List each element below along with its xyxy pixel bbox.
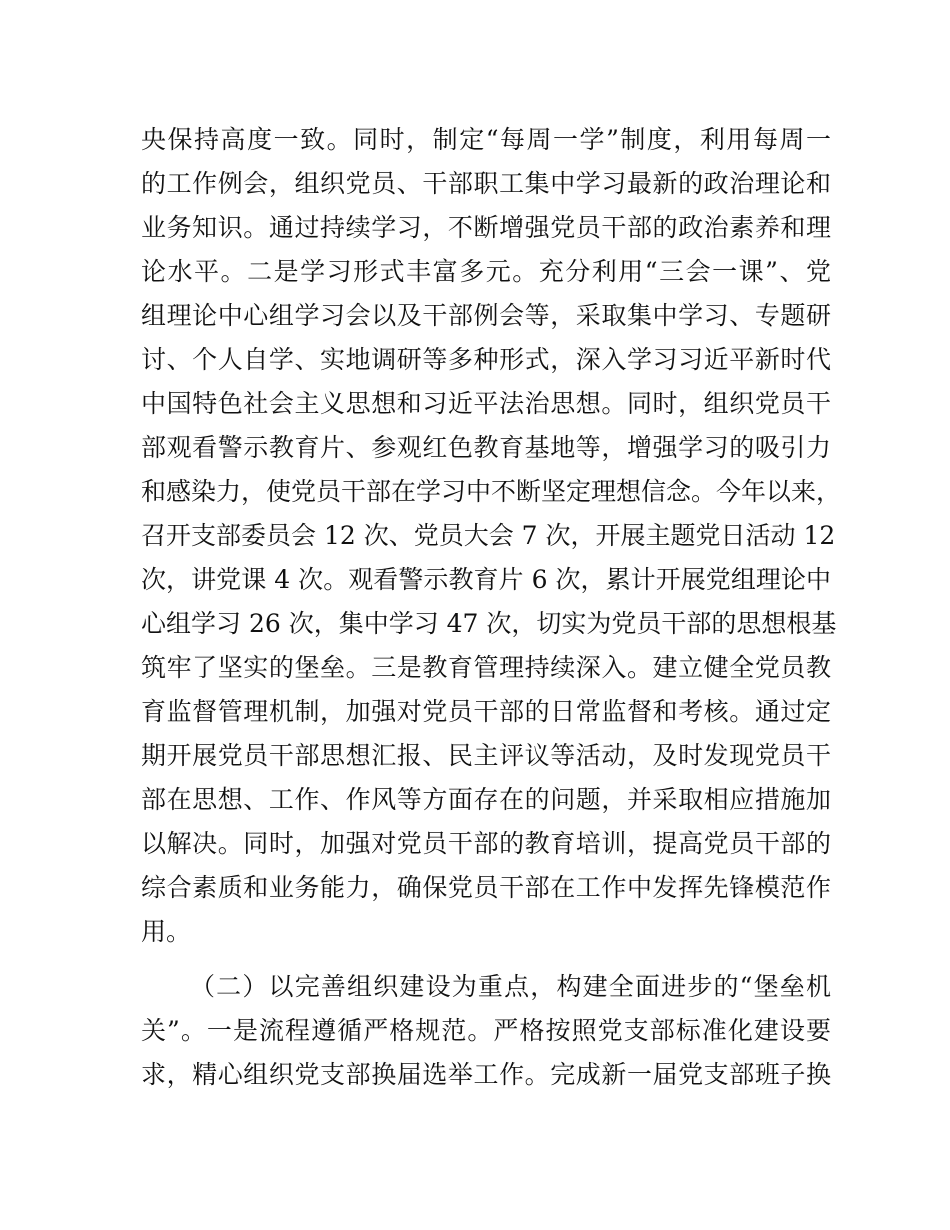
section-heading-line: （二）以完善组织建设为重点，构建全面进步的“堡垒机 (190, 972, 831, 1001)
text-line: 部在思想、工作、作风等方面存在的问题，并采取相应措施加 (141, 785, 831, 814)
text-line: 部观看警示教育片、参观红色教育基地等，增强学习的吸引力 (141, 433, 831, 462)
text-line: 论水平。二是学习形式丰富多元。充分利用“三会一课”、党 (141, 257, 831, 286)
text-line: 业务知识。通过持续学习，不断增强党员干部的政治素养和理 (141, 213, 831, 242)
text-line: 中国特色社会主义思想和习近平法治思想。同时，组织党员干 (141, 389, 831, 418)
text-line: 讨、个人自学、实地调研等多种形式，深入学习习近平新时代 (141, 345, 831, 374)
text-line: 以解决。同时，加强对党员干部的教育培训，提高党员干部的 (141, 829, 831, 858)
text-line: 次，讲党课 4 次。观看警示教育片 6 次，累计开展党组理论中 (141, 565, 831, 594)
text-line: 组理论中心组学习会以及干部例会等，采取集中学习、专题研 (141, 301, 831, 330)
text-line: 的工作例会，组织党员、干部职工集中学习最新的政治理论和 (141, 169, 831, 198)
text-line: 和感染力，使党员干部在学习中不断坚定理想信念。今年以来， (141, 477, 842, 506)
text-line: 期开展党员干部思想汇报、民主评议等活动，及时发现党员干 (141, 741, 831, 770)
text-line: 召开支部委员会 12 次、党员大会 7 次，开展主题党日活动 12 (141, 521, 836, 550)
text-line: 筑牢了坚实的堡垒。三是教育管理持续深入。建立健全党员教 (141, 653, 831, 682)
text-line: 心组学习 26 次，集中学习 47 次，切实为党员干部的思想根基 (141, 609, 837, 638)
text-line: 关”。一是流程遵循严格规范。严格按照党支部标准化建设要 (141, 1016, 831, 1045)
text-line: 央保持高度一致。同时，制定“每周一学”制度，利用每周一 (141, 125, 831, 154)
text-line: 综合素质和业务能力，确保党员干部在工作中发挥先锋模范作 (141, 873, 831, 902)
text-line: 求，精心组织党支部换届选举工作。完成新一届党支部班子换 (141, 1060, 831, 1089)
text-line: 用。 (141, 917, 192, 946)
text-line: 育监督管理机制，加强对党员干部的日常监督和考核。通过定 (141, 697, 831, 726)
